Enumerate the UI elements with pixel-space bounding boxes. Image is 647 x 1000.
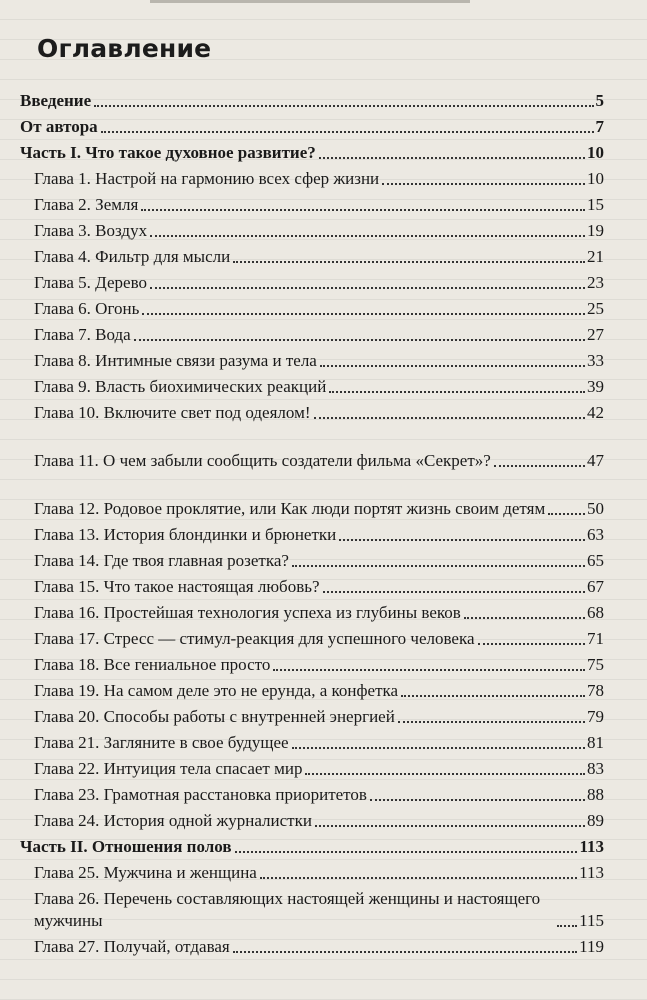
toc-entry-title: Глава 22. Интуиция тела спасает мир <box>34 759 303 778</box>
toc-page-number: 7 <box>595 117 604 136</box>
toc-page-number: 10 <box>587 169 604 188</box>
toc-page-number: 75 <box>587 655 604 674</box>
dot-leader <box>319 157 585 159</box>
dot-leader <box>141 209 585 211</box>
toc-entry-title: Глава 27. Получай, отдавая <box>34 937 230 956</box>
toc-page-number: 68 <box>587 603 604 622</box>
dot-leader <box>233 261 585 263</box>
dot-leader <box>382 183 585 185</box>
dot-leader <box>339 539 585 541</box>
toc-list <box>20 86 604 958</box>
toc-page-number: 25 <box>587 299 604 318</box>
dot-leader <box>370 799 585 801</box>
toc-chapter-entry <box>20 754 604 780</box>
toc-chapter-entry <box>20 398 604 424</box>
dot-leader <box>320 365 585 367</box>
toc-part-entry <box>20 138 604 164</box>
toc-page-number: 39 <box>587 377 604 396</box>
dot-leader <box>478 643 585 645</box>
dot-leader <box>398 721 585 723</box>
dot-leader <box>134 339 585 341</box>
toc-entry-title: Глава 11. О чем забыли сообщить создатели фильма «Секрет»? <box>34 451 491 470</box>
toc-page-number: 67 <box>587 577 604 596</box>
toc-entry-title: Глава 13. История блондинки и брюнетки <box>34 525 337 544</box>
toc-part-entry <box>20 832 604 858</box>
toc-chapter-entry <box>20 320 604 346</box>
toc-page-number: 115 <box>579 911 604 930</box>
dot-leader <box>494 465 585 467</box>
toc-page-number: 23 <box>587 273 604 292</box>
toc-chapter-entry <box>20 702 604 728</box>
toc-entry-title: Глава 17. Стресс — стимул-реакция для успешного человека <box>34 629 475 648</box>
toc-chapter-entry <box>20 546 604 572</box>
dot-leader <box>150 287 585 289</box>
toc-page-number: 119 <box>579 937 604 956</box>
toc-page-number: 113 <box>579 837 604 856</box>
toc-page-number: 5 <box>595 91 604 110</box>
toc-part-entry <box>20 86 604 112</box>
toc-page-number: 78 <box>587 681 604 700</box>
toc-chapter-entry <box>20 806 604 832</box>
toc-entry-title: Глава 25. Мужчина и женщина <box>34 863 257 882</box>
toc-entry-title: Глава 9. Власть биохимических реакций <box>34 377 327 396</box>
toc-page-number: 79 <box>587 707 604 726</box>
toc-chapter-entry <box>20 242 604 268</box>
toc-part-entry <box>20 112 604 138</box>
dot-leader <box>233 951 577 953</box>
toc-page-number: 65 <box>587 551 604 570</box>
toc-entry-title: Глава 23. Грамотная расстановка приоритетов <box>34 785 367 804</box>
toc-entry-title: Глава 2. Земля <box>34 195 139 214</box>
toc-entry-title: Глава 5. Дерево <box>34 273 147 292</box>
toc-page-number: 19 <box>587 221 604 240</box>
toc-entry-title: Введение <box>20 91 92 110</box>
toc-page-number: 113 <box>579 863 604 882</box>
toc-page-number: 42 <box>587 403 604 422</box>
toc-chapter-entry <box>20 268 604 294</box>
dot-leader <box>235 851 578 853</box>
toc-page-number: 81 <box>587 733 604 752</box>
dot-leader <box>142 313 585 315</box>
toc-entry-title: Глава 21. Загляните в свое будущее <box>34 733 289 752</box>
dot-leader <box>150 235 585 237</box>
toc-chapter-entry <box>20 520 604 546</box>
toc-entry-title: Глава 15. Что такое настоящая любовь? <box>34 577 320 596</box>
toc-page-number: 47 <box>587 451 604 470</box>
toc-entry-title: Глава 4. Фильтр для мысли <box>34 247 231 266</box>
toc-chapter-entry <box>20 728 604 754</box>
toc-entry-title: Глава 10. Включите свет под одеялом! <box>34 403 311 422</box>
toc-page-number: 89 <box>587 811 604 830</box>
toc-page-number: 88 <box>587 785 604 804</box>
toc-chapter-entry <box>20 932 604 958</box>
toc-chapter-entry <box>20 294 604 320</box>
toc-entry-title: Глава 24. История одной журналистки <box>34 811 312 830</box>
toc-page-number: 71 <box>587 629 604 648</box>
toc-page-number: 21 <box>587 247 604 266</box>
toc-chapter-entry <box>20 650 604 676</box>
toc-page-number: 83 <box>587 759 604 778</box>
dot-leader <box>548 513 585 515</box>
toc-page-number: 27 <box>587 325 604 344</box>
toc-entry-title: Глава 16. Простейшая технология успеха из глубины веков <box>34 603 461 622</box>
toc-chapter-entry <box>20 346 604 372</box>
toc-chapter-entry <box>20 572 604 598</box>
dot-leader <box>557 925 577 927</box>
dot-leader <box>314 417 586 419</box>
toc-chapter-entry <box>20 424 604 472</box>
toc-page-number: 50 <box>587 499 604 518</box>
toc-chapter-entry <box>20 598 604 624</box>
dot-leader <box>464 617 585 619</box>
toc-page-number: 33 <box>587 351 604 370</box>
toc-entry-title: Глава 26. Перечень составляющих настоящей женщины и настоящего мужчины <box>34 889 541 930</box>
toc-entry-title: Глава 8. Интимные связи разума и тела <box>34 351 317 370</box>
toc-chapter-entry <box>20 372 604 398</box>
dot-leader <box>260 877 577 879</box>
dot-leader <box>94 105 593 107</box>
toc-chapter-entry <box>20 190 604 216</box>
dot-leader <box>305 773 585 775</box>
toc-entry-title: Глава 1. Настрой на гармонию всех сфер жизни <box>34 169 380 188</box>
toc-entry-title: Глава 12. Родовое проклятие, или Как люди портят жизнь своим детям <box>34 499 546 518</box>
dot-leader <box>401 695 585 697</box>
toc-entry-title: Глава 18. Все гениальное просто <box>34 655 271 674</box>
toc-chapter-entry <box>20 884 604 932</box>
toc-page-number: 63 <box>587 525 604 544</box>
dot-leader <box>101 131 594 133</box>
toc-chapter-entry <box>20 164 604 190</box>
toc-entry-title: Часть II. Отношения полов <box>20 837 232 856</box>
toc-chapter-entry <box>20 624 604 650</box>
toc-chapter-entry <box>20 472 604 520</box>
dot-leader <box>323 591 585 593</box>
toc-entry-title: Глава 3. Воздух <box>34 221 148 240</box>
toc-entry-title: Часть I. Что такое духовное развитие? <box>20 143 316 162</box>
toc-chapter-entry <box>20 216 604 242</box>
dot-leader <box>329 391 585 393</box>
dot-leader <box>273 669 585 671</box>
dot-leader <box>315 825 585 827</box>
toc-entry-title: Глава 7. Вода <box>34 325 131 344</box>
page-title: Оглавление <box>37 34 212 63</box>
toc-chapter-entry <box>20 676 604 702</box>
dot-leader <box>292 747 585 749</box>
toc-entry-title: От автора <box>20 117 98 136</box>
toc-page-number: 10 <box>587 143 604 162</box>
toc-chapter-entry <box>20 780 604 806</box>
toc-entry-title: Глава 19. На самом деле это не ерунда, а конфетка <box>34 681 399 700</box>
toc-entry-title: Глава 20. Способы работы с внутренней энергией <box>34 707 395 726</box>
dot-leader <box>292 565 585 567</box>
toc-entry-title: Глава 14. Где твоя главная розетка? <box>34 551 289 570</box>
toc-chapter-entry <box>20 858 604 884</box>
toc-entry-title: Глава 6. Огонь <box>34 299 140 318</box>
toc-page-number: 15 <box>587 195 604 214</box>
